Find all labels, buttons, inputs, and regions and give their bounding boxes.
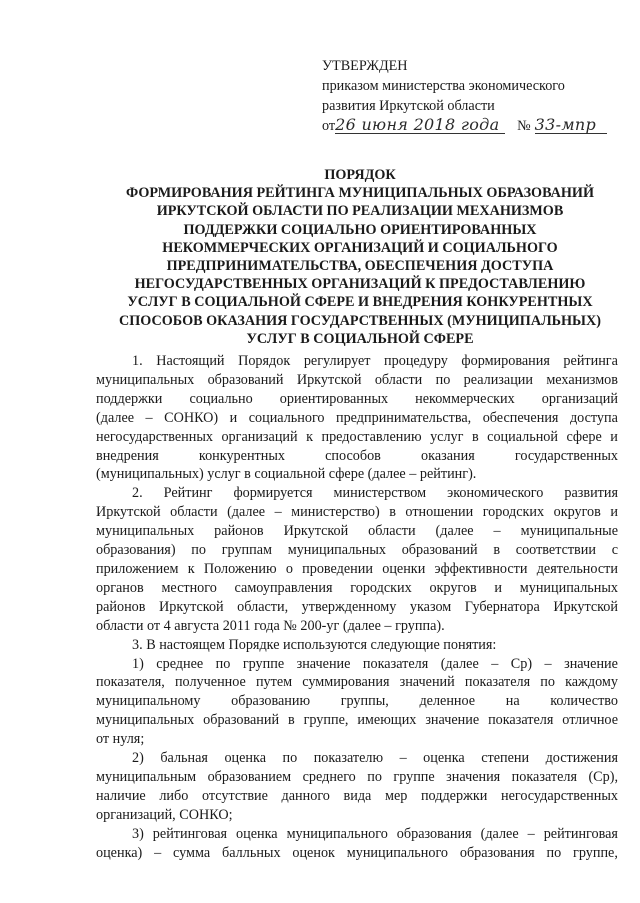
body-line: муниципальных образований Иркутской области по реализации механизмов xyxy=(96,371,618,388)
body-line: (далее – СОНКО) и социального предпринимательства, обеспечения доступа xyxy=(96,409,618,426)
body-line: негосударственных организаций к предоставлению услуг в социальной сфере и xyxy=(96,428,618,445)
approval-ministry: развития Иркутской области xyxy=(322,98,495,114)
approval-from-prefix: от xyxy=(322,118,336,134)
body-line: (муниципальных) услуг в социальной сфере (далее – рейтинг). xyxy=(96,466,477,483)
body-line: образования) по группам муниципальных образований в соответствии с xyxy=(96,542,618,559)
approval-stamp xyxy=(322,56,622,136)
body-line: муниципальному образованию группы, деленное на количество xyxy=(96,693,618,710)
handwritten-date: 26 июня 2018 года xyxy=(335,117,505,134)
body-line: внедрения конкурентных способов оказания государственных xyxy=(96,447,618,464)
title-line: ИРКУТСКОЙ ОБЛАСТИ ПО РЕАЛИЗАЦИИ МЕХАНИЗМОВ xyxy=(156,203,564,220)
body-line: 2. Рейтинг формируется министерством экономического развития xyxy=(132,485,618,502)
body-line: 1) среднее по группе значение показателя (далее – Ср) – значение xyxy=(132,655,618,672)
number-sign: № xyxy=(517,118,531,134)
title-line: УСЛУГ В СОЦИАЛЬНОЙ СФЕРЕ xyxy=(246,330,474,347)
body-line: поддержки социально ориентированных некоммерческих организаций xyxy=(96,390,618,407)
body-line: Иркутской области (далее – министерство) в отношении городских округов и xyxy=(96,504,618,521)
body-line: районов Иркутской области, утвержденному указом Губернатора Иркутской xyxy=(96,598,618,615)
body-line: наличие либо отсутствие данного вида мер поддержки негосударственных xyxy=(96,787,618,804)
title-line: НЕГОСУДАРСТВЕННЫХ ОРГАНИЗАЦИЙ К ПРЕДОСТАВЛЕНИЮ xyxy=(134,276,586,293)
title-line: ПОДДЕРЖКИ СОЦИАЛЬНО ОРИЕНТИРОВАННЫХ xyxy=(183,221,537,238)
title-heading: ПОРЯДОК xyxy=(324,167,396,183)
body-line: показателя, полученное путем суммирования значений показателя по каждому xyxy=(96,674,618,691)
body-line: приложением к Положению о проведении оценки эффективности деятельности xyxy=(96,560,618,577)
document-body xyxy=(96,352,618,862)
title-line: НЕКОММЕРЧЕСКИХ ОРГАНИЗАЦИЙ И СОЦИАЛЬНОГО xyxy=(162,239,558,256)
body-line: от нуля; xyxy=(96,731,145,748)
handwritten-number: 33-мпр xyxy=(535,117,607,134)
body-line: 3. В настоящем Порядке используются следующие понятия: xyxy=(132,636,497,653)
approval-by-order: приказом министерства экономического xyxy=(322,78,565,94)
title-line: ФОРМИРОВАНИЯ РЕЙТИНГА МУНИЦИПАЛЬНЫХ ОБРАЗОВАНИЙ xyxy=(125,185,595,202)
body-line: 3) рейтинговая оценка муниципального образования (далее – рейтинговая xyxy=(132,825,618,842)
body-line: оценка) – сумма балльных оценок муниципального образования по группе, xyxy=(96,844,618,861)
body-line: муниципальных образований в группе, имеющих значение показателя отличное xyxy=(96,712,618,729)
title-line: СПОСОБОВ ОКАЗАНИЯ ГОСУДАРСТВЕННЫХ (МУНИЦИПАЛЬНЫХ) xyxy=(119,312,601,329)
approval-date-number-row xyxy=(322,116,622,136)
body-line: муниципальным образованием среднего по группе значения показателя (Ср), xyxy=(96,768,618,785)
body-line: муниципальных районов Иркутской области (далее – муниципальные xyxy=(96,523,618,540)
body-line: 2) бальная оценка по показателю – оценка степени достижения xyxy=(132,750,618,767)
document-title xyxy=(90,166,630,348)
body-line: 1. Настоящий Порядок регулирует процедуру формирования рейтинга xyxy=(132,353,618,369)
body-line: органов местного самоуправления городских округов и муниципальных xyxy=(96,579,618,596)
approval-approved: УТВЕРЖДЕН xyxy=(322,58,408,74)
body-line: области от 4 августа 2011 года № 200-уг (далее – группа). xyxy=(96,617,445,634)
title-line: УСЛУГ В СОЦИАЛЬНОЙ СФЕРЕ И ВНЕДРЕНИЯ КОНКУРЕНТНЫХ xyxy=(127,294,593,311)
title-line: ПРЕДПРИНИМАТЕЛЬСТВА, ОБЕСПЕЧЕНИЯ ДОСТУПА xyxy=(166,258,554,275)
body-line: организаций, СОНКО; xyxy=(96,806,233,823)
